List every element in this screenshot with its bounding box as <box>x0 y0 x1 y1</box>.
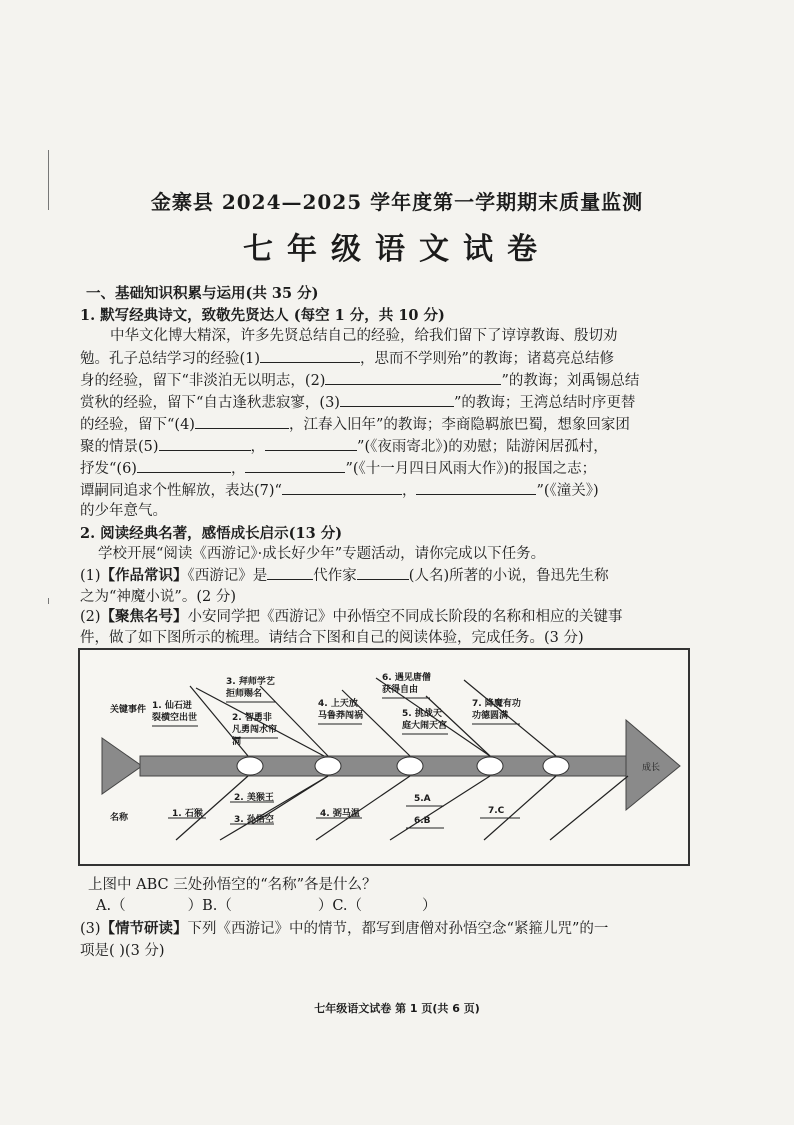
blank-7a[interactable] <box>282 479 402 495</box>
blank-5a[interactable] <box>159 435 251 451</box>
event-5: 5. 挑战天庭大闹天宫 <box>402 709 448 731</box>
question-2-heading: 2. 阅读经典名著，感悟成长启示(13 分) <box>80 525 343 542</box>
exam-title: 七年级语文试卷 <box>243 232 551 267</box>
blank-author[interactable] <box>357 564 409 580</box>
exam-subtitle: 金寨县 2024—2025 学年度第一学期期末质量监测 <box>150 190 644 214</box>
answer-abc: A.（ ）B.（ ）C.（ ） <box>96 898 437 914</box>
section-heading: 一、基础知识积累与运用(共 35 分) <box>86 285 319 302</box>
row-label-names: 名称 <box>110 813 129 823</box>
page-footer: 七年级语文试卷 第 1 页(共 6 页) <box>314 1002 480 1015</box>
q1-line-5: 的经验，留下“(4) ，江春入旧年”的教诲；李商隐羁旅巴蜀，想象回家团 <box>80 413 630 436</box>
q2-part2-question: 上图中 ABC 三处孙悟空的“名称”各是什么？ <box>88 877 377 893</box>
blank-6a[interactable] <box>137 457 231 473</box>
q1-line-6: 聚的情景(5) ， ”(《夜雨寄北》)的劝慰；陆游闲居孤村， <box>80 435 608 458</box>
blank-5b[interactable] <box>265 435 357 451</box>
event-2: 2. 智勇非凡勇闯水帘洞 <box>232 713 278 747</box>
q2-part3-line2: 项是( )(3 分) <box>80 943 165 959</box>
blank-7b[interactable] <box>416 479 536 495</box>
event-7: 7. 降魔有功功德圆满 <box>472 699 521 721</box>
q2-part1-line2: 之为“神魔小说”。(2 分) <box>80 589 236 605</box>
blank-6b[interactable] <box>245 457 345 473</box>
q1-line-1: 中华文化博大精深，许多先贤总结自己的经验，给我们留下了谆谆教诲、殷切劝 <box>110 328 618 344</box>
q2-part2-line2: 件，做了如下图所示的梳理。请结合下图和自己的阅读体验，完成任务。(3 分) <box>80 630 584 646</box>
name-2: 2. 美猴王 <box>234 793 274 803</box>
q1-line-7: 抒发“(6) ， ”(《十一月四日风雨大作》)的报国之志； <box>80 457 596 480</box>
q2-part2-line1: (2)【聚焦名号】小安同学把《西游记》中孙悟空不同成长阶段的名称和相应的关键事 <box>80 608 623 625</box>
q2-intro: 学校开展“阅读《西游记》·成长好少年”专题活动，请你完成以下任务。 <box>98 546 546 562</box>
q1-line-8: 谭嗣同追求个性解放，表达(7)“ ， ”(《潼关》) <box>80 479 599 502</box>
q2-part1-line1: (1)【作品常识】《西游记》是 代作家 (人名)所著的小说，鲁迅先生称 <box>80 564 609 587</box>
q1-line-9: 的少年意气。 <box>80 503 167 519</box>
event-6: 6. 遇见唐僧获得自由 <box>382 673 431 695</box>
blank-3[interactable] <box>340 391 454 407</box>
event-1: 1. 仙石迸裂横空出世 <box>152 701 198 723</box>
event-3: 3. 拜师学艺拒师赐名 <box>226 677 275 699</box>
question-1-heading: 1. 默写经典诗文，致敬先贤达人 (每空 1 分，共 10 分) <box>80 307 445 324</box>
name-7: 7.C <box>488 806 505 816</box>
blank-4[interactable] <box>195 413 289 429</box>
name-6: 6.B <box>414 816 431 826</box>
blank-2[interactable] <box>325 369 501 385</box>
q1-line-4: 赏秋的经验，留下“自古逢秋悲寂寥，(3) ”的教诲；王湾总结时序更替 <box>80 391 635 414</box>
name-5: 5.A <box>414 794 431 804</box>
name-3: 3. 孙悟空 <box>234 815 274 825</box>
name-4: 4. 弼马温 <box>320 809 360 819</box>
q2-part3-line1: (3)【情节研读】下列《西游记》中的情节，都写到唐僧对孙悟空念“紧箍儿咒”的一 <box>80 920 609 937</box>
event-4: 4. 上天放马鲁莽闯祸 <box>318 699 364 721</box>
fishbone-diagram <box>78 648 690 866</box>
blank-dynasty[interactable] <box>267 564 313 580</box>
head-label: 成长 <box>642 763 661 773</box>
q1-line-3: 身的经验，留下“非淡泊无以明志，(2) ”的教诲；刘禹锡总结 <box>80 369 639 392</box>
margin-mark <box>48 598 49 604</box>
blank-1[interactable] <box>260 347 360 363</box>
name-1: 1. 石猴 <box>172 809 203 819</box>
q1-line-2: 勉。孔子总结学习的经验(1) ，思而不学则殆”的教诲；诸葛亮总结修 <box>80 347 614 370</box>
row-label-events: 关键事件 <box>110 705 147 715</box>
